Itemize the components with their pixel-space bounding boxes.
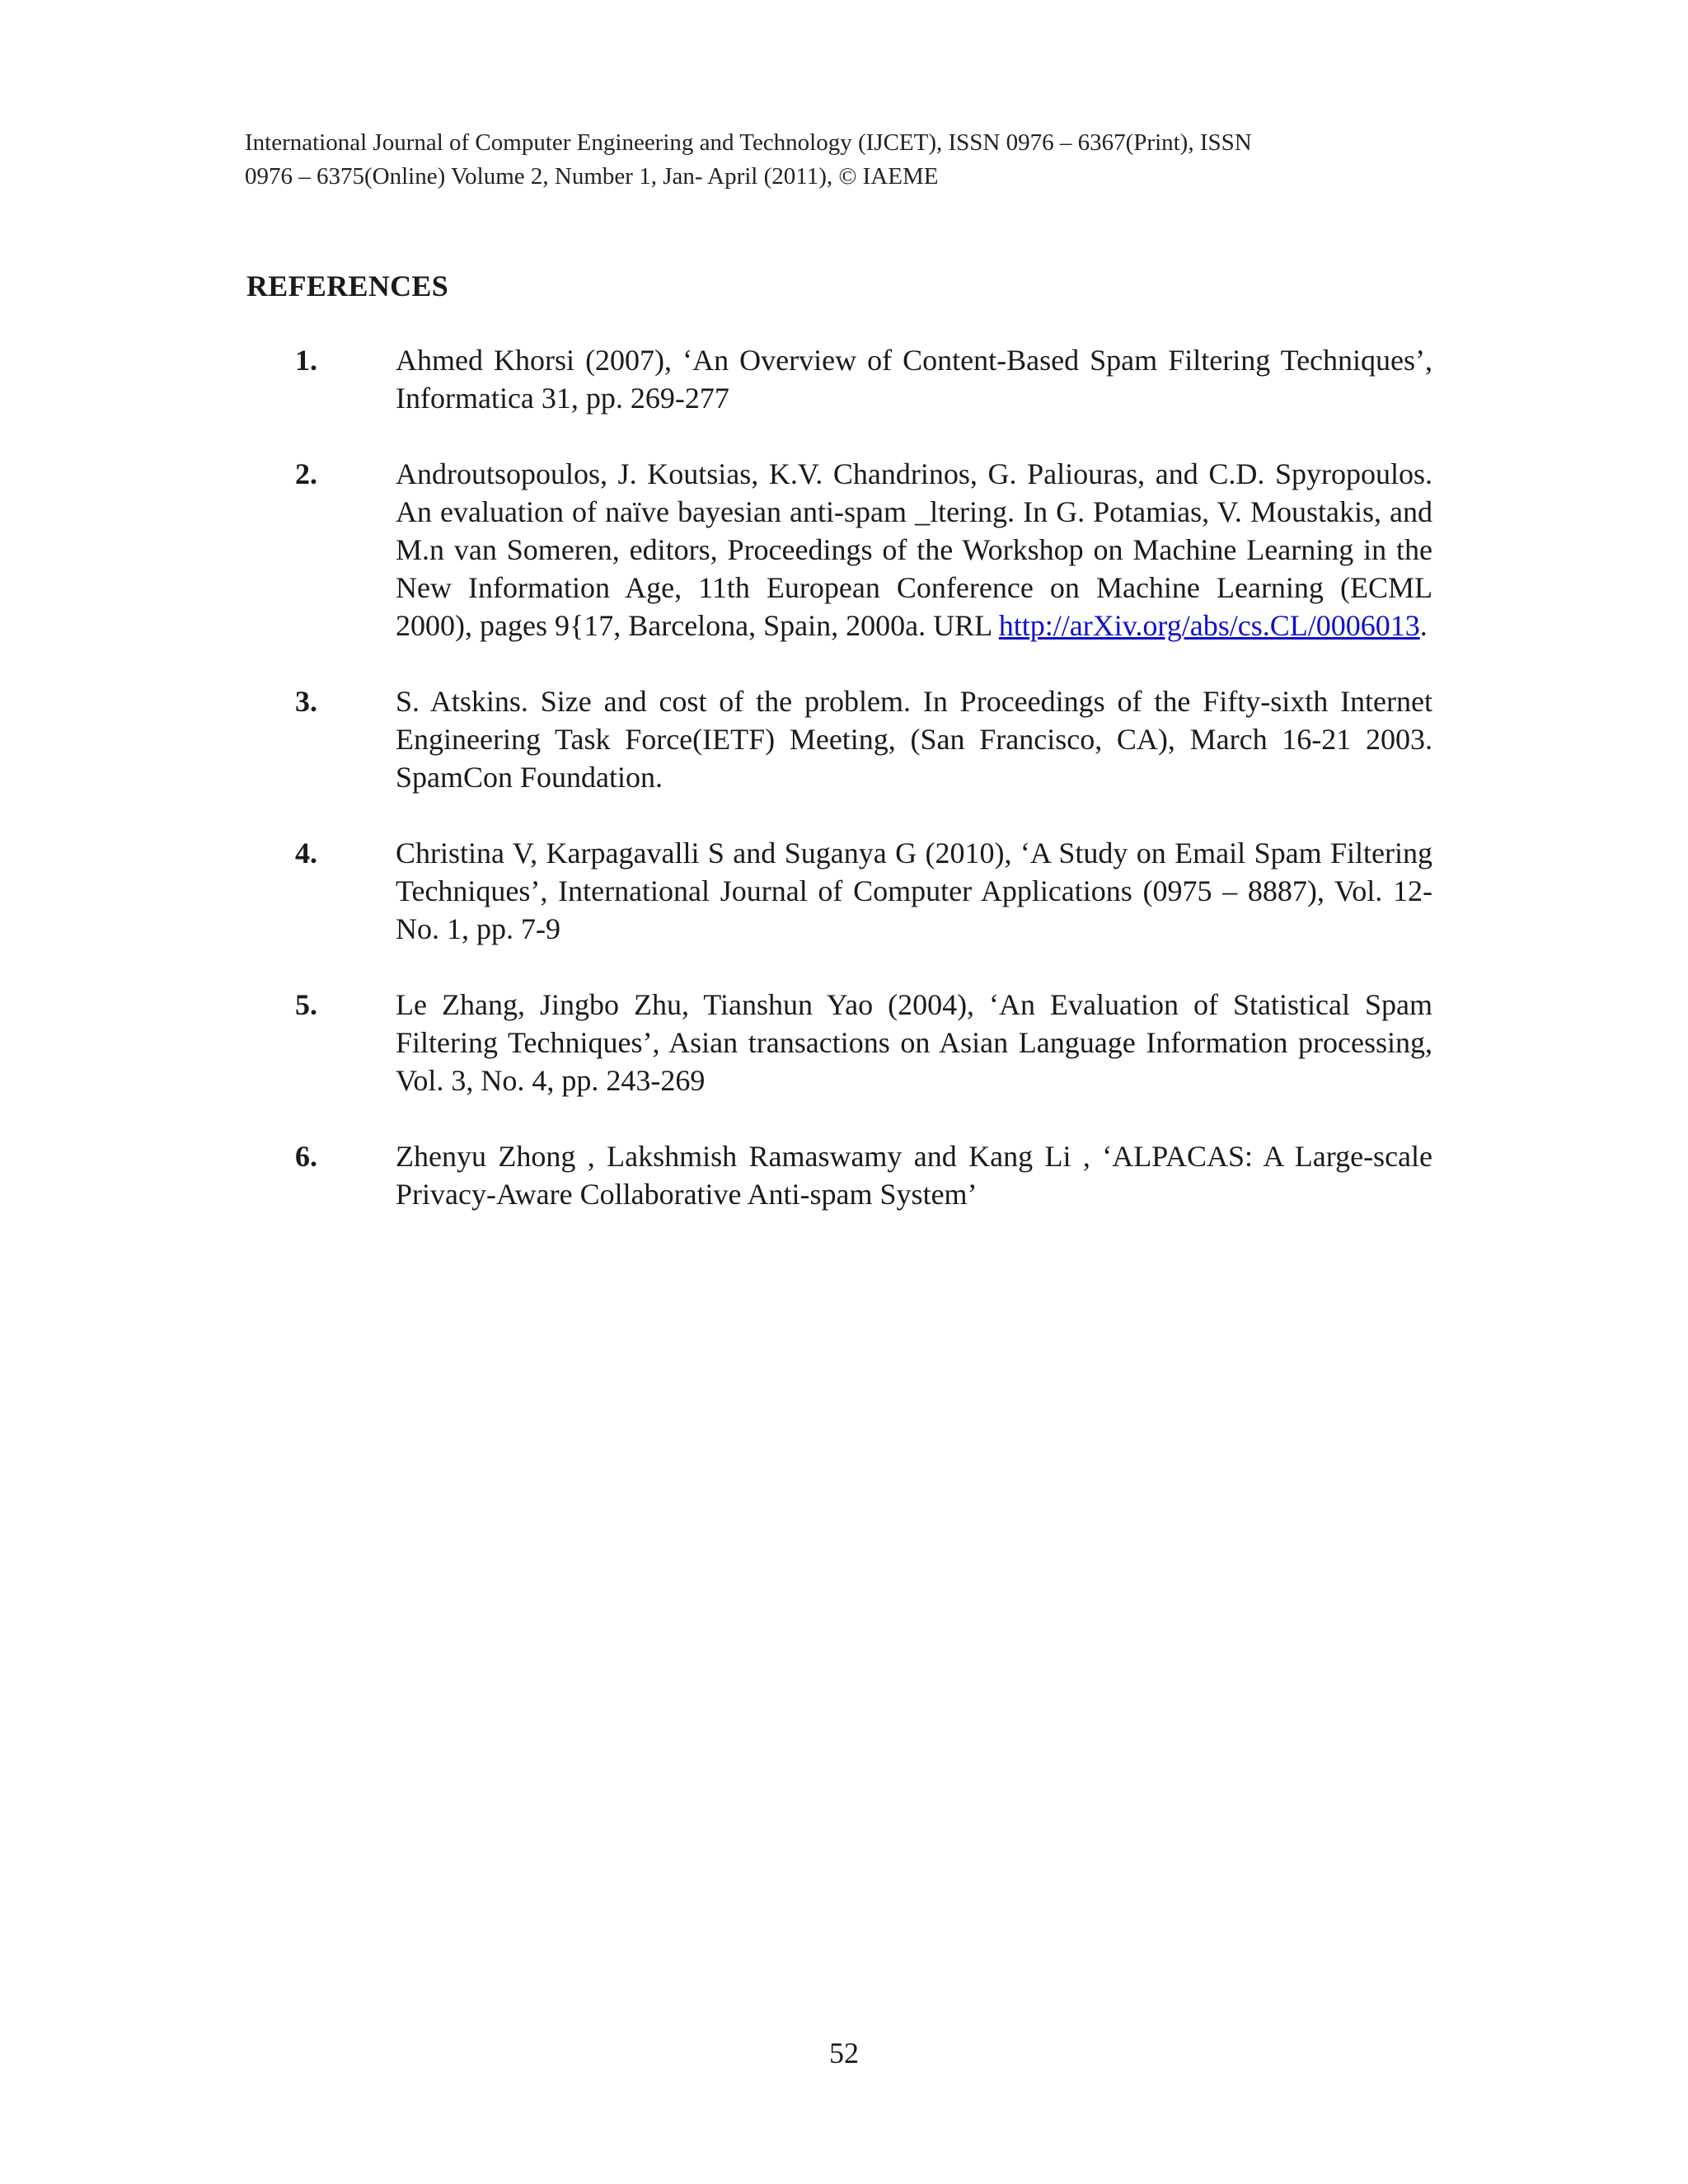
reference-item-3 bbox=[0, 682, 1688, 796]
reference-number: 4. bbox=[295, 837, 317, 869]
reference-number: 5. bbox=[295, 988, 317, 1021]
reference-number: 1. bbox=[295, 344, 317, 377]
reference-suffix: . bbox=[1419, 609, 1428, 642]
journal-header bbox=[245, 126, 1448, 193]
reference-list bbox=[0, 341, 1688, 1251]
reference-item-5 bbox=[0, 986, 1688, 1099]
reference-text: Zhenyu Zhong , Lakshmish Ramaswamy and Kang Li , ‘ALPACAS: A Large-scale Privacy-Aware Collaborative Anti-spam System’ bbox=[396, 1140, 1432, 1211]
reference-number: 2. bbox=[295, 457, 317, 490]
journal-header-line-2: 0976 – 6375(Online) Volume 2, Number 1, Jan- April (2011), © IAEME bbox=[245, 162, 939, 190]
section-title: REFERENCES bbox=[246, 269, 449, 302]
reference-item-6 bbox=[0, 1137, 1688, 1213]
journal-header-line-1: International Journal of Computer Engineering and Technology (IJCET), ISSN 0976 – 6367(Print), ISSN bbox=[245, 129, 1252, 156]
reference-text: Christina V, Karpagavalli S and Suganya G (2010), ‘A Study on Email Spam Filtering Techniques’, International Journal of Computer Applications (0975 – 8887), Vol. 12- No. 1, pp. 7-9 bbox=[396, 837, 1432, 945]
reference-text: Le Zhang, Jingbo Zhu, Tianshun Yao (2004), ‘An Evaluation of Statistical Spam Filtering Techniques’, Asian transactions on Asian Language Information processing, Vol. 3, No. 4, pp. 243-269 bbox=[396, 988, 1432, 1097]
reference-text: Ahmed Khorsi (2007), ‘An Overview of Content-Based Spam Filtering Techniques’, Informatica 31, pp. 269-277 bbox=[396, 344, 1432, 415]
reference-item-2 bbox=[0, 455, 1688, 644]
reference-url-link[interactable]: http://arXiv.org/abs/cs.CL/0006013 bbox=[998, 609, 1420, 642]
reference-text bbox=[396, 455, 1432, 644]
reference-number: 3. bbox=[295, 685, 317, 718]
reference-number: 6. bbox=[295, 1140, 317, 1173]
reference-item-4 bbox=[0, 834, 1688, 948]
page-number: 52 bbox=[829, 2036, 859, 2069]
reference-item-1 bbox=[0, 341, 1688, 417]
reference-body: Androutsopoulos, J. Koutsias, K.V. Chandrinos, G. Paliouras, and C.D. Spyropoulos. An evaluation of naïve bayesian anti-spam _ltering. In G. Potamias, V. Moustakis, and M.n van Someren, editors, Proceedings of the Workshop on Machine Learning in the New Information Age, 11th European Conference on Machine Learning (ECML 2000), pages 9{17, Barcelona, Spain, 2000a. URL bbox=[396, 457, 1432, 642]
reference-text: S. Atskins. Size and cost of the problem. In Proceedings of the Fifty-sixth Internet Engineering Task Force(IETF) Meeting, (San Francisco, CA), March 16-21 2003. SpamCon Foundation. bbox=[396, 685, 1432, 794]
